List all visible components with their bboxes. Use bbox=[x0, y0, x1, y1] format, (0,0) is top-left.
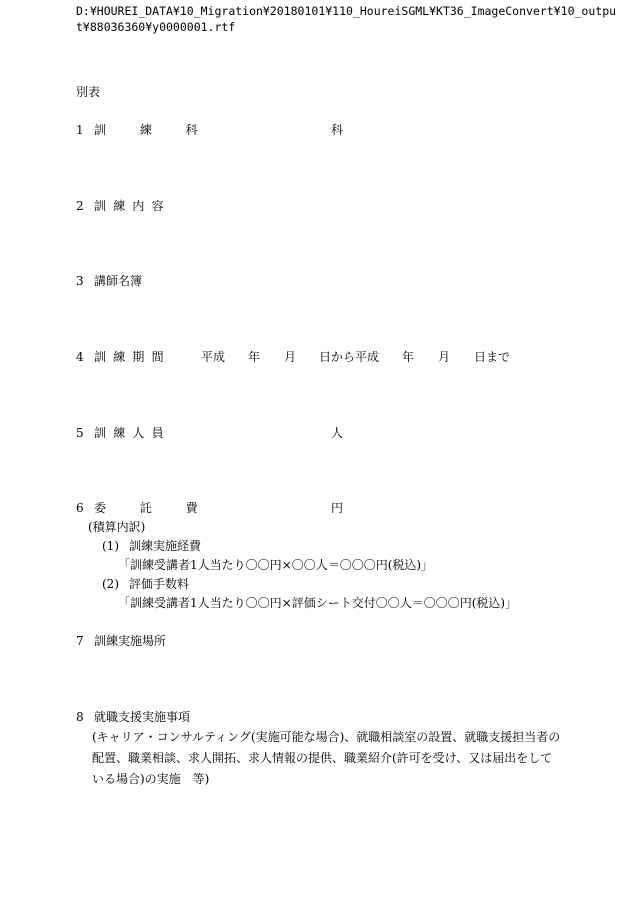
item-2-label: 訓練内容 bbox=[94, 199, 171, 213]
item-4-era-from: 平成 bbox=[201, 350, 226, 364]
item-6-sub1-number: (1) bbox=[102, 539, 119, 553]
item-5-number: 5 bbox=[76, 426, 84, 440]
item-1-label: 訓 練 科 bbox=[94, 123, 213, 137]
item-4-label: 訓練期間 bbox=[94, 350, 171, 364]
item-4-day-from: 日から平成 bbox=[319, 350, 380, 364]
item-6-sub1-label: 訓練実施経費 bbox=[129, 539, 202, 553]
item-8-number: 8 bbox=[76, 710, 84, 724]
item-5-label: 訓練人員 bbox=[94, 426, 171, 440]
item-1-unit: 科 bbox=[331, 123, 344, 137]
item-4-year-to: 年 bbox=[402, 350, 415, 364]
item-6-sub2-label: 評価手数料 bbox=[129, 577, 190, 591]
document-heading: 別表 bbox=[76, 85, 101, 99]
item-6-sub2-number: (2) bbox=[102, 577, 119, 591]
item-6-unit: 円 bbox=[331, 501, 344, 515]
item-6-sub1-formula: 「訓練受講者1人当たり〇〇円×〇〇人＝〇〇〇円(税込)」 bbox=[118, 558, 434, 572]
item-8-description: (キャリア・コンサルティング(実施可能な場合)、就職相談室の設置、就職支援担当者の配置、職業相談、求人開拓、求人情報の提供、職業紹介(許可を受け、又は届出をしている場合)の実施 等) bbox=[92, 730, 561, 786]
item-4-year-from: 年 bbox=[248, 350, 261, 364]
item-4-month-to: 月 bbox=[438, 350, 451, 364]
item-6-number: 6 bbox=[76, 501, 84, 515]
item-6-breakdown-title: (積算内訳) bbox=[88, 520, 146, 534]
item-8-label: 就職支援実施事項 bbox=[94, 710, 191, 724]
item-4-day-to: 日まで bbox=[474, 350, 511, 364]
item-6-label: 委 託 費 bbox=[94, 501, 213, 515]
item-7-number: 7 bbox=[76, 634, 84, 648]
item-5-unit: 人 bbox=[331, 426, 344, 440]
item-7-label: 訓練実施場所 bbox=[94, 634, 167, 648]
item-2-number: 2 bbox=[76, 199, 84, 213]
item-1-number: 1 bbox=[76, 123, 84, 137]
item-4-number: 4 bbox=[76, 350, 84, 364]
item-3-number: 3 bbox=[76, 274, 84, 288]
item-6-sub2-formula: 「訓練受講者1人当たり〇〇円×評価シート交付〇〇人＝〇〇〇円(税込)」 bbox=[118, 596, 518, 610]
file-path-header: D:¥HOUREI_DATA¥10_Migration¥20180101¥110_HoureiSGML¥KT36_ImageConvert¥10_output¥88036360¥y0000001.rtf bbox=[76, 4, 617, 34]
item-3-label: 講師名簿 bbox=[94, 274, 143, 288]
item-4-month-from: 月 bbox=[284, 350, 297, 364]
